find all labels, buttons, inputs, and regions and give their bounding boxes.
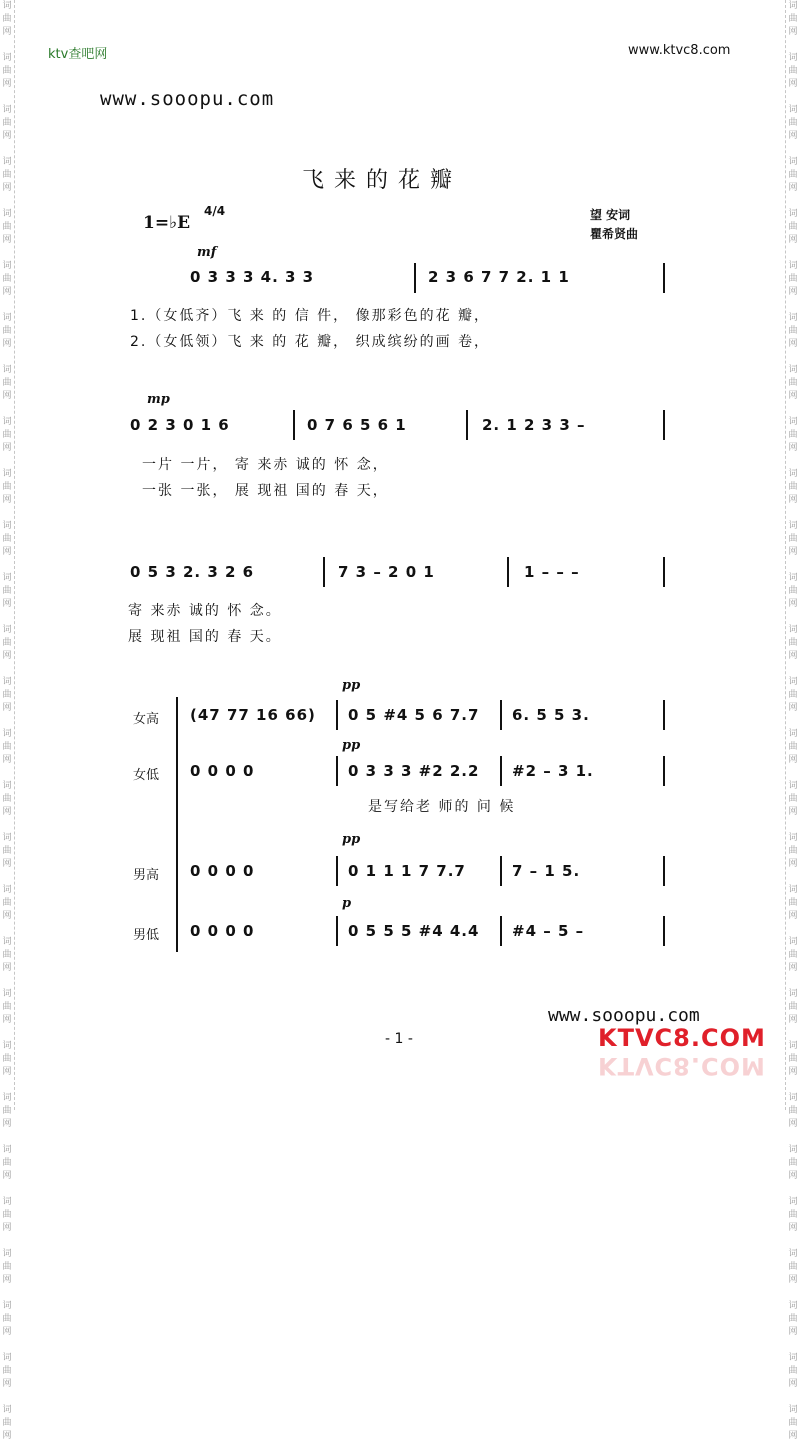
barline	[663, 916, 665, 946]
border-glyph: 词	[788, 885, 798, 895]
border-glyph: 词	[2, 1249, 12, 1259]
border-glyph: 曲	[2, 118, 12, 128]
border-glyph: 词	[2, 157, 12, 167]
border-glyph: 词	[788, 1093, 798, 1103]
border-gap	[786, 767, 800, 780]
border-glyph: 词	[2, 469, 12, 479]
border-glyph: 网	[788, 495, 798, 505]
border-gap	[0, 611, 14, 624]
border-glyph: 词	[2, 885, 12, 895]
border-gap	[786, 611, 800, 624]
border-gap	[786, 507, 800, 520]
border-glyph: 曲	[2, 1418, 12, 1428]
border-glyph: 词	[2, 1353, 12, 1363]
border-glyph: 曲	[2, 586, 12, 596]
border-glyph: 网	[788, 339, 798, 349]
border-gap	[0, 403, 14, 416]
barline	[500, 856, 502, 886]
composer-credit: 瞿希贤曲	[590, 227, 639, 241]
border-gap	[0, 1027, 14, 1040]
barline	[663, 700, 665, 730]
border-gap	[0, 1287, 14, 1300]
border-glyph: 曲	[788, 326, 798, 336]
border-glyph: 曲	[2, 66, 12, 76]
border-glyph: 曲	[788, 742, 798, 752]
border-glyph: 曲	[2, 898, 12, 908]
border-glyph: 曲	[788, 430, 798, 440]
border-glyph: 网	[788, 859, 798, 869]
border-glyph: 网	[2, 807, 12, 817]
border-gap	[0, 715, 14, 728]
border-glyph: 词	[788, 365, 798, 375]
border-glyph: 词	[788, 989, 798, 999]
border-glyph: 曲	[2, 742, 12, 752]
border-glyph: 曲	[2, 14, 12, 24]
border-glyph: 网	[2, 27, 12, 37]
border-gap	[0, 767, 14, 780]
border-gap	[0, 1131, 14, 1144]
barline	[500, 700, 502, 730]
notation-measure: (47 77 16 66)	[190, 706, 316, 724]
border-glyph: 词	[2, 1041, 12, 1051]
border-glyph: 词	[2, 1145, 12, 1155]
border-glyph: 词	[788, 1249, 798, 1259]
barline	[323, 557, 325, 587]
border-gap	[786, 923, 800, 936]
border-glyph: 网	[788, 755, 798, 765]
border-glyph: 词	[788, 1041, 798, 1051]
border-gap	[0, 1235, 14, 1248]
border-glyph: 网	[788, 391, 798, 401]
border-glyph: 网	[2, 547, 12, 557]
notation-measure: 7 3 – 2 0 1	[338, 563, 435, 581]
notation-measure: 6. 5 5 3.	[512, 706, 590, 724]
border-glyph: 曲	[2, 1262, 12, 1272]
lyrics-verse-1: 寄 来赤 诚的 怀 念。	[128, 603, 282, 619]
border-glyph: 词	[788, 313, 798, 323]
border-glyph: 词	[788, 1405, 798, 1415]
left-site-label: ktv查吧网	[48, 47, 108, 62]
border-glyph: 曲	[788, 1366, 798, 1376]
border-glyph: 词	[788, 625, 798, 635]
border-glyph: 网	[2, 339, 12, 349]
border-glyph: 词	[2, 1301, 12, 1311]
lyrics-verse-2: 2.（女低领）飞 来 的 花 瓣， 织成缤纷的画 卷，	[130, 334, 491, 350]
border-gap	[786, 403, 800, 416]
border-glyph: 曲	[2, 222, 12, 232]
border-glyph: 网	[788, 1223, 798, 1233]
notation-measure: 0 0 0 0	[190, 922, 255, 940]
border-glyph: 网	[788, 27, 798, 37]
border-gap	[0, 871, 14, 884]
border-glyph: 网	[2, 1275, 12, 1285]
border-glyph: 词	[2, 1197, 12, 1207]
border-glyph: 词	[2, 781, 12, 791]
border-gap	[0, 1443, 14, 1456]
border-glyph: 词	[2, 417, 12, 427]
border-glyph: 词	[2, 573, 12, 583]
border-glyph: 词	[788, 1, 798, 11]
border-glyph: 网	[2, 443, 12, 453]
border-glyph: 网	[788, 443, 798, 453]
border-glyph: 词	[788, 209, 798, 219]
border-glyph: 曲	[788, 534, 798, 544]
notation-measure: 0 5 #4 5 6 7.7	[348, 706, 480, 724]
notation-measure: #4 – 5 –	[512, 922, 585, 940]
border-gap	[0, 1339, 14, 1352]
border-glyph: 网	[788, 599, 798, 609]
border-glyph: 网	[788, 131, 798, 141]
lyrics-verse-2: 展 现祖 国的 春 天。	[128, 629, 282, 645]
border-glyph: 词	[788, 469, 798, 479]
border-glyph: 曲	[788, 1002, 798, 1012]
border-glyph: 网	[2, 703, 12, 713]
border-glyph: 网	[788, 287, 798, 297]
time-signature	[204, 206, 225, 217]
border-glyph: 词	[2, 1405, 12, 1415]
notation-measure: 2 3 6 7 7 2. 1 1	[428, 268, 570, 286]
part-label: 男低	[133, 928, 160, 943]
notation-measure: #2 – 3 1.	[512, 762, 594, 780]
border-glyph: 网	[2, 755, 12, 765]
border-gap	[0, 819, 14, 832]
border-glyph: 词	[788, 1197, 798, 1207]
border-glyph: 网	[788, 235, 798, 245]
border-glyph: 网	[2, 1067, 12, 1077]
border-glyph: 网	[788, 1327, 798, 1337]
border-glyph: 网	[2, 1327, 12, 1337]
song-title: 飞来的花瓣	[302, 168, 463, 193]
border-glyph: 词	[2, 521, 12, 531]
key-signature: 1=♭E	[143, 213, 191, 233]
border-glyph: 网	[2, 183, 12, 193]
border-gap	[786, 351, 800, 364]
border-gap	[0, 351, 14, 364]
border-glyph: 曲	[788, 222, 798, 232]
border-gap	[786, 247, 800, 260]
border-gap	[0, 975, 14, 988]
border-glyph: 网	[2, 1015, 12, 1025]
border-gap	[786, 663, 800, 676]
border-gap	[786, 1391, 800, 1404]
border-gap	[0, 143, 14, 156]
notation-measure: 0 5 5 5 #4 4.4	[348, 922, 480, 940]
border-glyph: 曲	[788, 1106, 798, 1116]
notation-measure: 7 – 1 5.	[512, 862, 581, 880]
border-gap	[0, 559, 14, 572]
border-gap	[786, 819, 800, 832]
dynamic-mark: pp	[342, 738, 361, 753]
barline	[336, 916, 338, 946]
border-glyph: 词	[2, 105, 12, 115]
page-number: - 1 -	[385, 1031, 413, 1047]
lyrics-verse-1: 1.（女低齐）飞 来 的 信 件， 像那彩色的花 瓣，	[130, 308, 491, 324]
barline	[507, 557, 509, 587]
border-glyph: 曲	[788, 846, 798, 856]
lyricist-credit: 望 安词	[590, 208, 631, 222]
border-glyph: 网	[788, 1067, 798, 1077]
border-glyph: 词	[788, 261, 798, 271]
border-gap	[786, 975, 800, 988]
watermark-url: www.sooopu.com	[548, 1005, 700, 1026]
border-glyph: 词	[788, 417, 798, 427]
barline	[663, 856, 665, 886]
border-gap	[0, 663, 14, 676]
border-glyph: 词	[788, 677, 798, 687]
border-gap	[786, 455, 800, 468]
border-glyph: 词	[2, 937, 12, 947]
border-gap	[786, 1183, 800, 1196]
border-glyph: 词	[788, 729, 798, 739]
border-glyph: 网	[788, 651, 798, 661]
notation-measure: 0 0 0 0	[190, 862, 255, 880]
border-glyph: 网	[788, 183, 798, 193]
border-glyph: 词	[788, 157, 798, 167]
border-glyph: 曲	[788, 66, 798, 76]
border-gap	[0, 91, 14, 104]
border-glyph: 曲	[788, 1210, 798, 1220]
border-glyph: 词	[2, 729, 12, 739]
barline	[663, 557, 665, 587]
barline	[336, 700, 338, 730]
border-glyph: 曲	[2, 274, 12, 284]
watermark-logo: KTVC8.COM	[598, 1024, 766, 1052]
border-glyph: 曲	[788, 14, 798, 24]
border-glyph: 词	[788, 1353, 798, 1363]
score-bracket	[176, 697, 178, 952]
border-glyph: 词	[788, 573, 798, 583]
border-gap	[786, 1339, 800, 1352]
border-glyph: 曲	[788, 378, 798, 388]
part-label: 女高	[133, 712, 160, 727]
border-gap	[786, 715, 800, 728]
border-glyph: 曲	[2, 534, 12, 544]
border-glyph: 网	[2, 911, 12, 921]
border-glyph: 曲	[788, 638, 798, 648]
border-glyph: 网	[788, 1275, 798, 1285]
barline	[663, 410, 665, 440]
border-glyph: 曲	[2, 1054, 12, 1064]
part-label: 女低	[133, 768, 160, 783]
border-gap	[0, 1183, 14, 1196]
border-glyph: 网	[2, 495, 12, 505]
dynamic-mark: p	[342, 896, 352, 911]
border-gap	[0, 195, 14, 208]
barline	[500, 756, 502, 786]
border-glyph: 网	[2, 651, 12, 661]
border-glyph: 曲	[788, 482, 798, 492]
border-glyph: 曲	[2, 326, 12, 336]
border-glyph: 曲	[788, 690, 798, 700]
border-glyph: 曲	[2, 1366, 12, 1376]
border-glyph: 网	[2, 1431, 12, 1441]
border-glyph: 词	[2, 677, 12, 687]
notation-measure: 0 7 6 5 6 1	[307, 416, 407, 434]
border-gap	[786, 91, 800, 104]
border-gap	[786, 559, 800, 572]
border-glyph: 曲	[2, 794, 12, 804]
border-gap	[786, 871, 800, 884]
border-gap	[0, 923, 14, 936]
right-site-label: www.ktvc8.com	[628, 43, 731, 58]
border-glyph: 曲	[788, 794, 798, 804]
border-glyph: 网	[2, 131, 12, 141]
notation-measure: 0 2 3 0 1 6	[130, 416, 230, 434]
border-glyph: 网	[2, 1171, 12, 1181]
border-gap	[0, 1391, 14, 1404]
border-glyph: 曲	[2, 1106, 12, 1116]
lyrics-verse-2: 一张 一张， 展 现祖 国的 春 天，	[142, 483, 389, 499]
notation-measure: 0 3 3 3 #2 2.2	[348, 762, 480, 780]
border-glyph: 词	[788, 1145, 798, 1155]
border-gap	[0, 299, 14, 312]
barline	[414, 263, 416, 293]
barline	[500, 916, 502, 946]
border-glyph: 网	[788, 79, 798, 89]
notation-measure: 0 3 3 3 4. 3 3	[190, 268, 315, 286]
border-gap	[786, 1443, 800, 1456]
barline	[663, 263, 665, 293]
border-glyph: 曲	[788, 1314, 798, 1324]
border-glyph: 网	[2, 1379, 12, 1389]
border-gap	[786, 143, 800, 156]
border-glyph: 网	[2, 391, 12, 401]
border-glyph: 网	[788, 1171, 798, 1181]
border-glyph: 网	[2, 859, 12, 869]
border-glyph: 曲	[788, 1054, 798, 1064]
border-glyph: 词	[788, 833, 798, 843]
border-gap	[786, 1235, 800, 1248]
border-gap	[786, 1131, 800, 1144]
border-gap	[0, 39, 14, 52]
border-glyph: 曲	[2, 378, 12, 388]
border-glyph: 网	[2, 287, 12, 297]
border-glyph: 曲	[2, 846, 12, 856]
time-signature-value: 4/4	[204, 204, 226, 218]
border-glyph: 网	[788, 1379, 798, 1389]
barline	[663, 756, 665, 786]
source-url: www.sooopu.com	[100, 88, 275, 110]
border-glyph: 网	[788, 1119, 798, 1129]
border-glyph: 曲	[788, 274, 798, 284]
border-glyph: 曲	[2, 430, 12, 440]
border-glyph: 曲	[2, 1002, 12, 1012]
left-decorative-border	[0, 0, 15, 1441]
border-glyph: 词	[2, 625, 12, 635]
border-glyph: 曲	[788, 950, 798, 960]
border-glyph: 网	[2, 1119, 12, 1129]
lyrics-verse-1: 一片 一片， 寄 来赤 诚的 怀 念，	[142, 457, 389, 473]
border-glyph: 词	[2, 1093, 12, 1103]
border-glyph: 词	[788, 781, 798, 791]
border-glyph: 曲	[2, 950, 12, 960]
border-glyph: 网	[788, 1431, 798, 1441]
notation-measure: 1 – – –	[524, 563, 580, 581]
border-glyph: 曲	[2, 170, 12, 180]
border-glyph: 词	[2, 365, 12, 375]
border-glyph: 网	[2, 1223, 12, 1233]
border-glyph: 曲	[2, 1158, 12, 1168]
border-glyph: 词	[788, 1301, 798, 1311]
border-glyph: 词	[788, 937, 798, 947]
notation-measure: 0 1 1 1 7 7.7	[348, 862, 466, 880]
border-gap	[786, 299, 800, 312]
border-gap	[0, 1079, 14, 1092]
border-glyph: 曲	[788, 586, 798, 596]
border-glyph: 网	[788, 547, 798, 557]
barline	[466, 410, 468, 440]
border-glyph: 网	[788, 911, 798, 921]
dynamic-mark: mp	[147, 392, 170, 407]
dynamic-mark: mf	[197, 245, 217, 260]
border-glyph: 网	[788, 1015, 798, 1025]
watermark-logo-reflection: KTVC8.COM	[598, 1052, 766, 1080]
border-glyph: 曲	[2, 1210, 12, 1220]
border-glyph: 曲	[2, 690, 12, 700]
border-glyph: 曲	[788, 1158, 798, 1168]
border-gap	[786, 39, 800, 52]
border-glyph: 词	[2, 209, 12, 219]
border-gap	[786, 195, 800, 208]
border-gap	[0, 455, 14, 468]
border-glyph: 词	[788, 521, 798, 531]
border-glyph: 词	[2, 833, 12, 843]
border-glyph: 词	[2, 989, 12, 999]
border-glyph: 网	[788, 807, 798, 817]
dynamic-mark: pp	[342, 832, 361, 847]
border-gap	[786, 1027, 800, 1040]
border-gap	[0, 247, 14, 260]
barline	[336, 756, 338, 786]
border-glyph: 词	[788, 105, 798, 115]
border-glyph: 网	[2, 235, 12, 245]
notation-measure: 0 0 0 0	[190, 762, 255, 780]
notation-measure: 0 5 3 2. 3 2 6	[130, 563, 255, 581]
border-glyph: 网	[788, 963, 798, 973]
border-gap	[0, 507, 14, 520]
border-glyph: 曲	[2, 1314, 12, 1324]
border-glyph: 曲	[2, 482, 12, 492]
border-glyph: 曲	[788, 118, 798, 128]
border-glyph: 词	[788, 53, 798, 63]
border-glyph: 曲	[788, 170, 798, 180]
border-glyph: 网	[2, 79, 12, 89]
border-glyph: 词	[2, 1, 12, 11]
notation-measure: 2. 1 2 3 3 –	[482, 416, 586, 434]
border-glyph: 曲	[788, 898, 798, 908]
border-glyph: 词	[2, 53, 12, 63]
border-glyph: 词	[2, 313, 12, 323]
border-glyph: 网	[2, 963, 12, 973]
border-gap	[786, 1079, 800, 1092]
border-glyph: 网	[788, 703, 798, 713]
border-glyph: 曲	[788, 1418, 798, 1428]
right-decorative-border	[785, 0, 800, 1441]
border-glyph: 曲	[2, 638, 12, 648]
dynamic-mark: pp	[342, 678, 361, 693]
barline	[293, 410, 295, 440]
barline	[336, 856, 338, 886]
border-glyph: 曲	[788, 1262, 798, 1272]
part-label: 男高	[133, 868, 160, 883]
border-gap	[786, 1287, 800, 1300]
border-glyph: 网	[2, 599, 12, 609]
border-glyph: 词	[2, 261, 12, 271]
choral-lyrics: 是写给老 师的 问 候	[368, 799, 516, 815]
